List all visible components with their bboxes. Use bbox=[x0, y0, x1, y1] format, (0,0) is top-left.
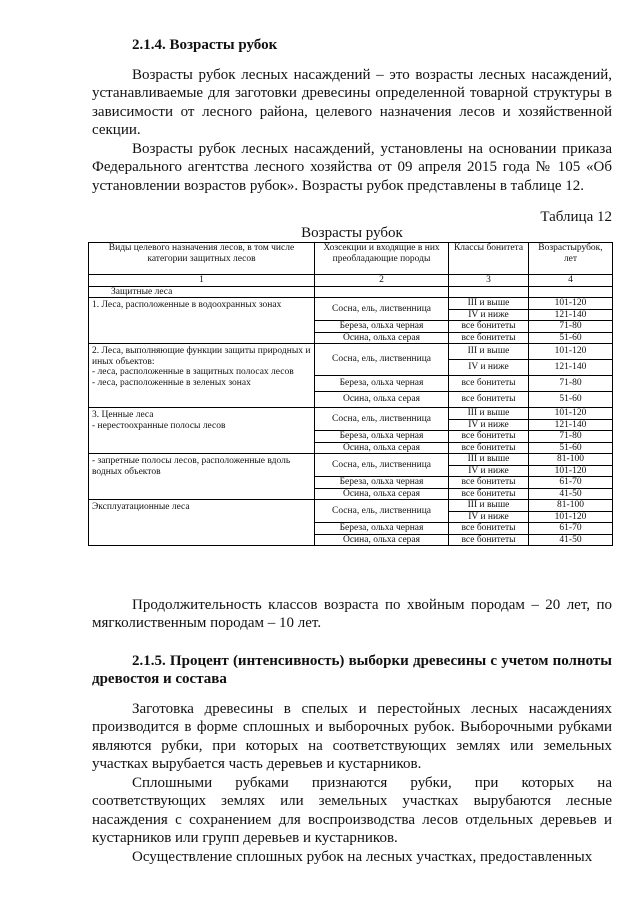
species-cell: Осина, ольха серая bbox=[315, 332, 449, 344]
age-cell: 61-70 bbox=[529, 477, 613, 489]
age-cell: 51-60 bbox=[529, 332, 613, 344]
empty-cell bbox=[449, 286, 529, 298]
species-cell: Сосна, ель, лиственница bbox=[315, 298, 449, 321]
species-cell: Осина, ольха серая bbox=[315, 392, 449, 408]
section-heading-2-1-4: 2.1.4. Возрасты рубок bbox=[132, 37, 278, 53]
grade-cell: IV и ниже bbox=[449, 465, 529, 477]
table-label: Таблица 12 bbox=[540, 209, 612, 225]
empty-cell bbox=[529, 286, 613, 298]
age-cell: 101-120 bbox=[529, 511, 613, 523]
grade-cell: все бонитеты bbox=[449, 392, 529, 408]
species-cell: Сосна, ель, лиственница bbox=[315, 408, 449, 431]
grade-cell: III и выше bbox=[449, 500, 529, 512]
column-header: Виды целевого назначения лесов, в том числе категории защитных лесов bbox=[89, 243, 315, 275]
grade-cell: IV и ниже bbox=[449, 511, 529, 523]
age-cell: 81-100 bbox=[529, 500, 613, 512]
grade-cell: III и выше bbox=[449, 408, 529, 420]
age-cell: 101-120 bbox=[529, 408, 613, 420]
column-number: 3 bbox=[449, 275, 529, 287]
paragraph: Заготовка древесины в спелых и перестойных лесных насаждениях производится в форме сплошных и выборочных рубок. Выборочными рубками являются рубки, при которых на соответствующих землях или земельных участках вырубается часть деревьев и кустарников. bbox=[92, 701, 612, 773]
table-row bbox=[89, 500, 613, 512]
age-cell: 81-100 bbox=[529, 454, 613, 466]
paragraph: Сплошными рубками признаются рубки, при которых на соответствующих землях или земельных участках вырубаются лесные насаждения с сохранением для воспроизводства лесов отдельных деревьев и кустарников или групп деревьев и кустарников. bbox=[92, 775, 612, 847]
cutting-age-table bbox=[88, 242, 613, 546]
age-cell: 101-120 bbox=[529, 344, 613, 360]
grade-cell: все бонитеты bbox=[449, 442, 529, 454]
grade-cell: все бонитеты bbox=[449, 332, 529, 344]
species-cell: Береза, ольха черная bbox=[315, 523, 449, 535]
grade-cell: IV и ниже bbox=[449, 419, 529, 431]
species-cell: Береза, ольха черная bbox=[315, 431, 449, 443]
grade-cell: IV и ниже bbox=[449, 309, 529, 321]
table-row bbox=[89, 298, 613, 310]
empty-cell bbox=[315, 286, 449, 298]
section-heading-2-1-5: 2.1.5. Процент (интенсивность) выборки древесины с учетом полноты древостоя и состава bbox=[92, 653, 612, 688]
paragraph: Возрасты рубок лесных насаждений – это возрасты лесных насаждений, устанавливаемые для заготовки древесины определенной товарной структуры в зависимости от лесного района, целевого назначения лесов и хозяйственной секции. bbox=[92, 67, 612, 139]
column-number: 2 bbox=[315, 275, 449, 287]
grade-cell: все бонитеты bbox=[449, 376, 529, 392]
species-cell: Береза, ольха черная bbox=[315, 477, 449, 489]
species-cell: Осина, ольха серая bbox=[315, 488, 449, 500]
table-row bbox=[89, 344, 613, 360]
age-cell: 121-140 bbox=[529, 309, 613, 321]
species-cell: Осина, ольха серая bbox=[315, 534, 449, 546]
species-cell: Береза, ольха черная bbox=[315, 321, 449, 333]
column-number-row bbox=[89, 275, 613, 287]
column-number: 1 bbox=[89, 275, 315, 287]
purpose-cell: 1. Леса, расположенные в водоохранных зонах bbox=[89, 298, 315, 344]
grade-cell: все бонитеты bbox=[449, 321, 529, 333]
age-cell: 61-70 bbox=[529, 523, 613, 535]
column-header: Хозсекции и входящие в них преобладающие породы bbox=[315, 243, 449, 275]
grade-cell: все бонитеты bbox=[449, 431, 529, 443]
age-cell: 71-80 bbox=[529, 321, 613, 333]
section-row bbox=[89, 286, 613, 298]
grade-cell: III и выше bbox=[449, 454, 529, 466]
table-row bbox=[89, 408, 613, 420]
grade-cell: все бонитеты bbox=[449, 488, 529, 500]
age-cell: 101-120 bbox=[529, 465, 613, 477]
paragraph: Осуществление сплошных рубок на лесных участках, предоставленных bbox=[132, 849, 593, 865]
grade-cell: IV и ниже bbox=[449, 360, 529, 376]
grade-cell: III и выше bbox=[449, 298, 529, 310]
table-header-row bbox=[89, 243, 613, 275]
purpose-cell: Эксплуатационные леса bbox=[89, 500, 315, 546]
section-title: Защитные леса bbox=[89, 286, 315, 298]
age-cell: 121-140 bbox=[529, 419, 613, 431]
species-cell: Сосна, ель, лиственница bbox=[315, 500, 449, 523]
purpose-cell: 3. Ценные леса - нерестоохранные полосы лесов bbox=[89, 408, 315, 454]
species-cell: Сосна, ель, лиственница bbox=[315, 344, 449, 376]
age-cell: 71-80 bbox=[529, 376, 613, 392]
column-header: Классы бонитета bbox=[449, 243, 529, 275]
purpose-cell: - запретные полосы лесов, расположенные вдоль водных объектов bbox=[89, 454, 315, 500]
grade-cell: все бонитеты bbox=[449, 523, 529, 535]
column-header: Возрастырубок, лет bbox=[529, 243, 613, 275]
age-cell: 71-80 bbox=[529, 431, 613, 443]
age-cell: 41-50 bbox=[529, 488, 613, 500]
table-row bbox=[89, 454, 613, 466]
grade-cell: все бонитеты bbox=[449, 477, 529, 489]
purpose-cell: 2. Леса, выполняющие функции защиты природных и иных объектов: - леса, расположенные в защитных полосах лесов - леса, расположенные в зеленых зонах bbox=[89, 344, 315, 408]
paragraph: Продолжительность классов возраста по хвойным породам – 20 лет, по мягколиственным породам – 10 лет. bbox=[92, 597, 612, 632]
table-caption: Возрасты рубок bbox=[301, 225, 403, 241]
grade-cell: все бонитеты bbox=[449, 534, 529, 546]
paragraph: Возрасты рубок лесных насаждений, установлены на основании приказа Федерального агентства лесного хозяйства от 09 апреля 2015 года № 105 «Об установлении возрастов рубок». Возрасты рубок представлены в таблице 12. bbox=[92, 141, 612, 194]
species-cell: Сосна, ель, лиственница bbox=[315, 454, 449, 477]
age-cell: 121-140 bbox=[529, 360, 613, 376]
age-cell: 51-60 bbox=[529, 442, 613, 454]
age-cell: 41-50 bbox=[529, 534, 613, 546]
column-number: 4 bbox=[529, 275, 613, 287]
grade-cell: III и выше bbox=[449, 344, 529, 360]
age-cell: 51-60 bbox=[529, 392, 613, 408]
species-cell: Осина, ольха серая bbox=[315, 442, 449, 454]
species-cell: Береза, ольха черная bbox=[315, 376, 449, 392]
age-cell: 101-120 bbox=[529, 298, 613, 310]
